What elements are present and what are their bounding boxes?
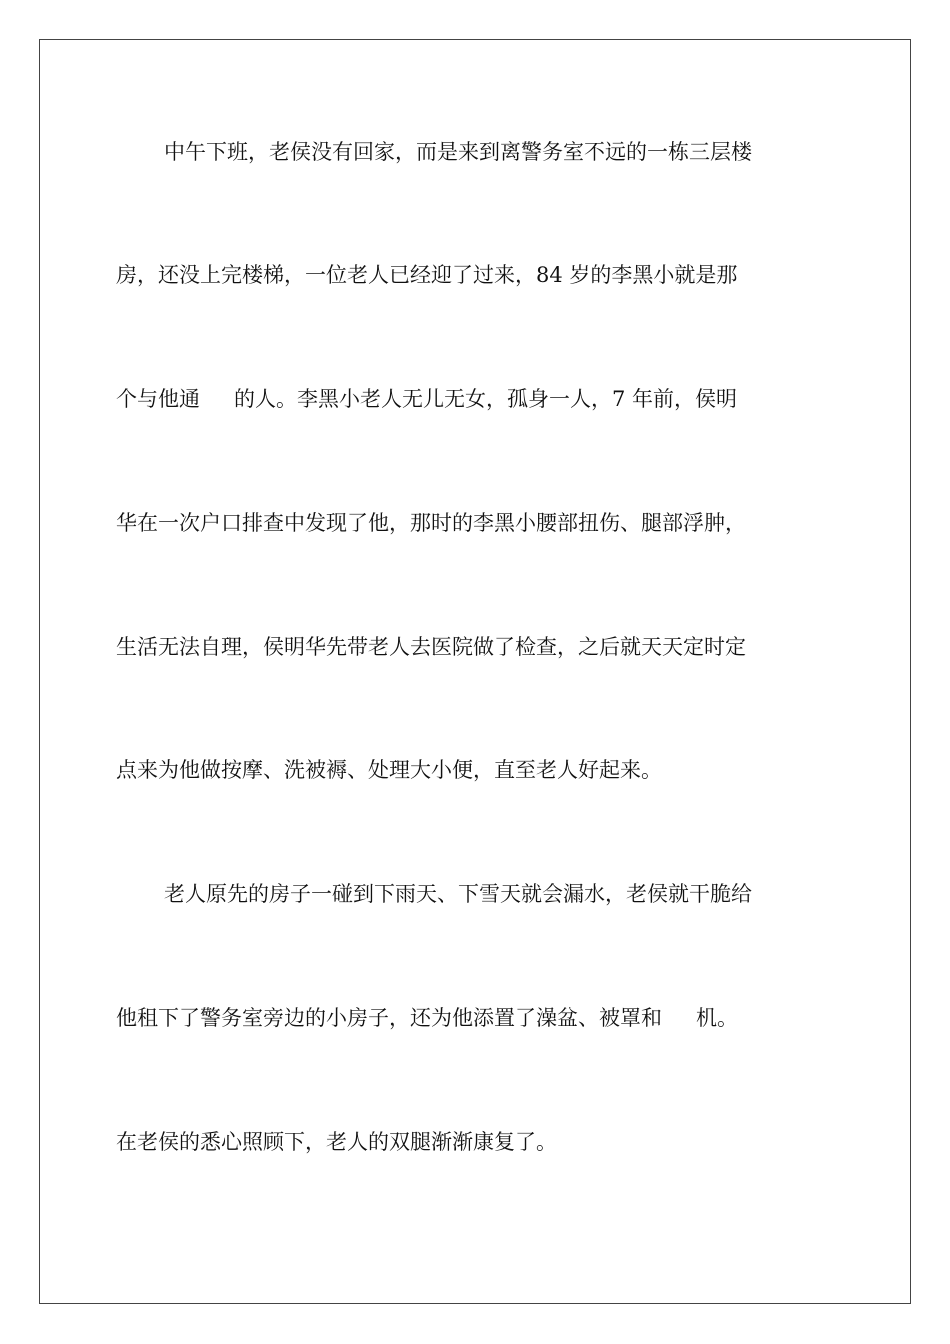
text-segment: 机。	[696, 1006, 738, 1030]
paragraph-1-line-5: 生活无法自理，侯明华先带老人去医院做了检查，之后就天天定时定	[116, 635, 746, 659]
text-segment: 他租下了警务室旁边的小房子，还为他添置了澡盆、被罩和	[116, 1006, 662, 1030]
paragraph-2-line-2	[116, 1005, 836, 1031]
paragraph-2-line-3: 在老侯的悉心照顾下，老人的双腿渐渐康复了。	[116, 1130, 557, 1154]
text-segment: 个与他通	[116, 387, 200, 411]
paragraph-1-line-6: 点来为他做按摩、洗被褥、处理大小便，直至老人好起来。	[116, 758, 662, 782]
paragraph-1-line-2: 房，还没上完楼梯，一位老人已经迎了过来，84 岁的李黑小就是那	[116, 263, 738, 287]
paragraph-1-line-1: 中午下班，老侯没有回家，而是来到离警务室不远的一栋三层楼	[164, 140, 752, 164]
text-segment: 的人。李黑小老人无儿无女，孤身一人，7 年前，侯明	[234, 387, 738, 411]
paragraph-1-line-4: 华在一次户口排查中发现了他，那时的李黑小腰部扭伤、腿部浮肿，	[116, 511, 746, 535]
page-border	[39, 39, 911, 1304]
paragraph-2-line-1: 老人原先的房子一碰到下雨天、下雪天就会漏水，老侯就干脆给	[164, 882, 752, 906]
paragraph-1-line-3	[116, 386, 836, 412]
